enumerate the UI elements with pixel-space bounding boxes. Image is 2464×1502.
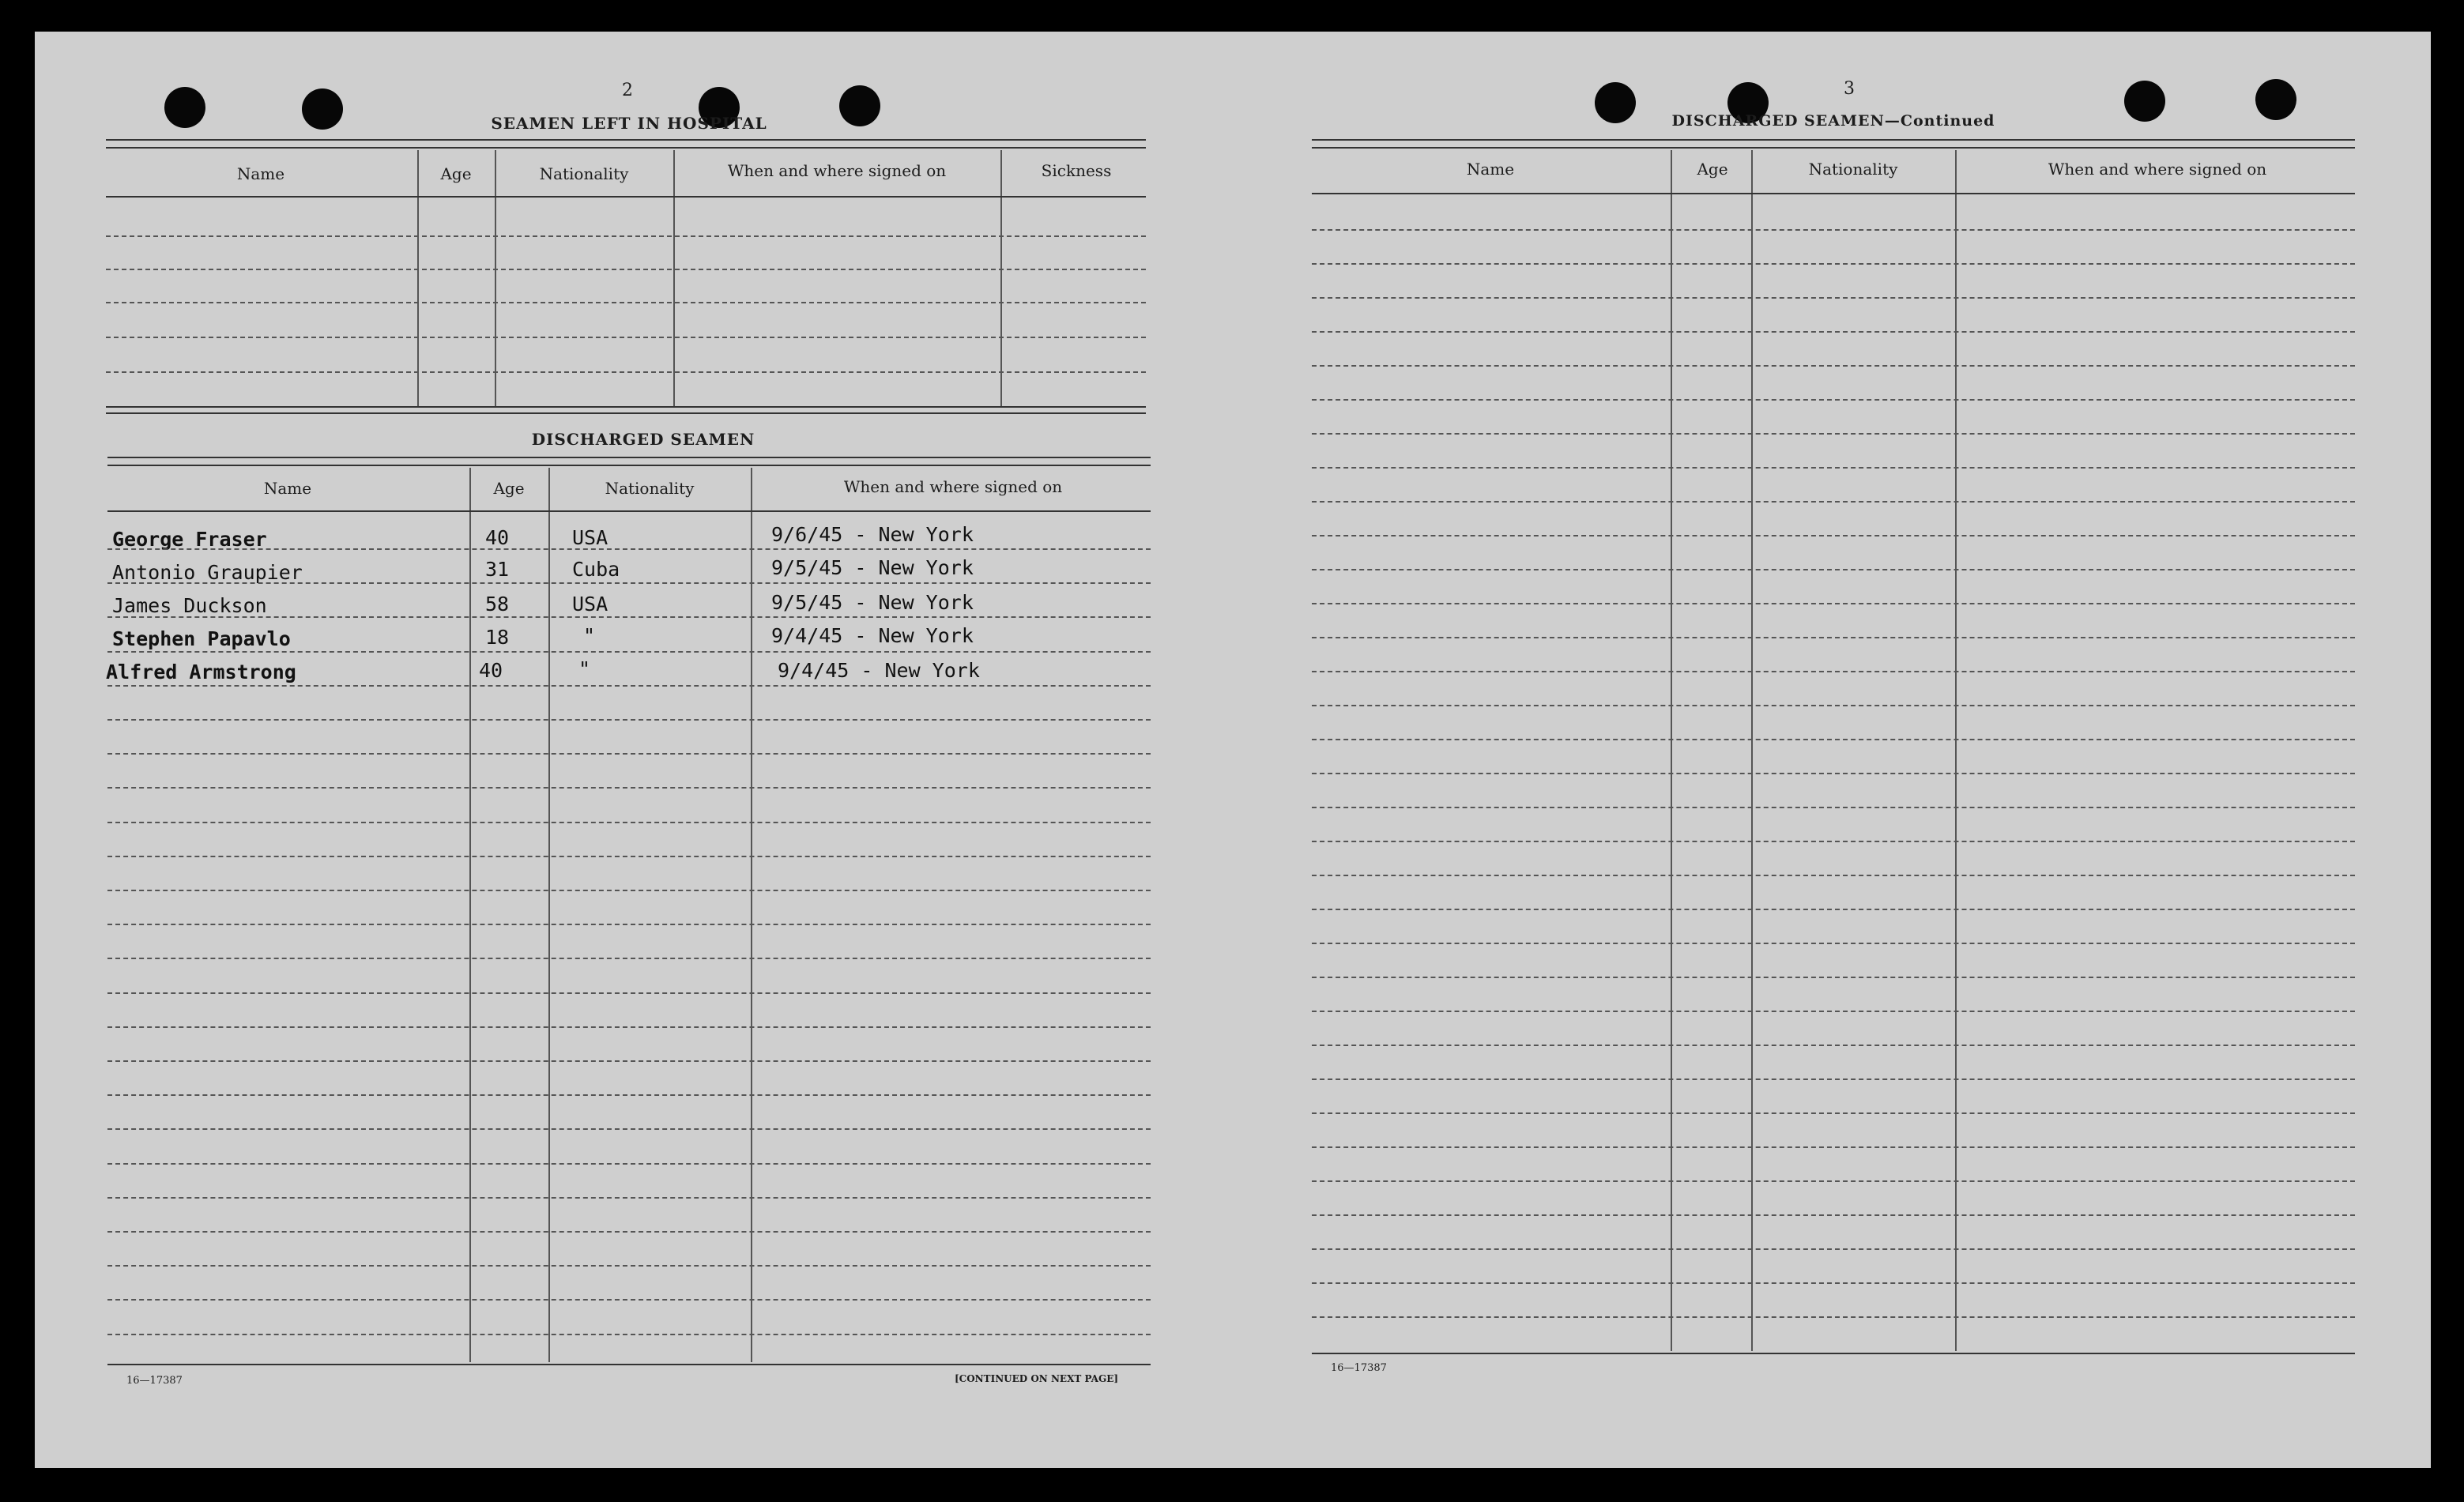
- table-bottom-rule: [106, 406, 1146, 408]
- table-row: [1312, 569, 2355, 570]
- table-row: [1312, 331, 2355, 333]
- table-row: [107, 1128, 1151, 1130]
- table-row: [107, 1299, 1151, 1301]
- column-divider: [1955, 150, 1957, 1351]
- column-divider: [417, 150, 419, 406]
- table-row: [107, 822, 1151, 823]
- seaman-name: James Duckson: [112, 594, 267, 617]
- table-row: [1312, 1282, 2355, 1284]
- table-top-rule: [107, 465, 1151, 466]
- document-paper: [35, 32, 2431, 1468]
- table-row: [1312, 943, 2355, 944]
- table-row: [107, 1026, 1151, 1028]
- column-header-nationality: Nationality: [539, 164, 629, 183]
- discharged-continued-title: DISCHARGED SEAMEN—Continued: [1671, 112, 1995, 130]
- table-row: [107, 685, 1151, 687]
- table-row: [107, 719, 1151, 721]
- punch-hole: [164, 87, 205, 128]
- table-row: [1312, 1112, 2355, 1114]
- table-row: [106, 371, 1146, 373]
- table-row: [107, 548, 1151, 550]
- column-divider: [751, 468, 752, 1362]
- table-row: [107, 651, 1151, 653]
- seaman-age: 31: [485, 558, 510, 581]
- column-divider: [1000, 150, 1002, 406]
- column-header-signed-on: When and where signed on: [727, 161, 947, 180]
- table-row: [1312, 467, 2355, 469]
- punch-hole: [1595, 82, 1636, 123]
- seaman-age: 58: [485, 593, 510, 615]
- seaman-signed-on: 9/5/45 - New York: [771, 591, 974, 614]
- table-row: [1312, 1180, 2355, 1182]
- seaman-nationality: ": [583, 624, 596, 647]
- table-row: [107, 753, 1151, 755]
- table-row: [1312, 1214, 2355, 1216]
- table-row: [1312, 1316, 2355, 1318]
- seaman-signed-on: 9/6/45 - New York: [771, 523, 974, 546]
- column-header-age: Age: [1697, 160, 1728, 179]
- table-row: [1312, 671, 2355, 672]
- table-row: [107, 924, 1151, 925]
- table-row: [1312, 807, 2355, 808]
- column-header-age: Age: [493, 479, 525, 498]
- table-row: [1312, 501, 2355, 503]
- table-row: [107, 787, 1151, 789]
- column-header-name: Name: [236, 164, 285, 183]
- column-header-signed-on: When and where signed on: [843, 477, 1063, 496]
- column-divider: [495, 150, 496, 406]
- table-top-rule: [106, 139, 1146, 141]
- page-number-left: 2: [622, 81, 633, 100]
- continued-note: [CONTINUED ON NEXT PAGE]: [955, 1373, 1119, 1384]
- discharged-section-title: DISCHARGED SEAMEN: [531, 430, 755, 449]
- table-row: [1312, 637, 2355, 638]
- table-row: [1312, 297, 2355, 299]
- table-row: [1312, 603, 2355, 604]
- table-row: [1312, 1248, 2355, 1250]
- punch-hole: [302, 88, 343, 130]
- table-row: [1312, 773, 2355, 774]
- punch-hole: [2124, 81, 2165, 122]
- table-row: [107, 1060, 1151, 1062]
- column-header-sickness: Sickness: [1041, 161, 1112, 180]
- seaman-nationality: ": [578, 657, 591, 680]
- seaman-signed-on: 9/4/45 - New York: [771, 624, 974, 647]
- table-row: [1312, 1045, 2355, 1046]
- punch-hole: [2255, 79, 2296, 120]
- table-row: [107, 1334, 1151, 1335]
- column-header-nationality: Nationality: [1808, 160, 1898, 179]
- seaman-name: Stephen Papavlo: [112, 627, 291, 650]
- table-row: [106, 337, 1146, 338]
- form-number-right: 16—17387: [1331, 1362, 1387, 1374]
- punch-hole: [839, 85, 880, 126]
- table-row: [1312, 841, 2355, 842]
- seaman-nationality: USA: [572, 526, 608, 549]
- table-top-rule: [1312, 147, 2355, 149]
- seaman-nationality: USA: [572, 593, 608, 615]
- table-row: [107, 1231, 1151, 1233]
- table-row: [1312, 433, 2355, 435]
- table-row: [107, 1265, 1151, 1267]
- column-header-nationality: Nationality: [605, 479, 695, 498]
- column-header-signed-on: When and where signed on: [2048, 160, 2267, 179]
- table-row: [1312, 535, 2355, 536]
- column-divider: [673, 150, 675, 406]
- table-top-rule: [107, 457, 1151, 458]
- seaman-age: 40: [479, 659, 503, 682]
- column-divider: [1751, 150, 1753, 1351]
- hospital-section-title: SEAMEN LEFT IN HOSPITAL: [491, 114, 767, 133]
- column-header-age: Age: [440, 164, 472, 183]
- table-row: [1312, 1079, 2355, 1080]
- seaman-name: Antonio Graupier: [112, 561, 303, 584]
- table-bottom-rule: [107, 1364, 1151, 1365]
- column-divider: [1671, 150, 1672, 1351]
- table-row: [1312, 1146, 2355, 1148]
- table-row: [1312, 909, 2355, 910]
- table-top-rule: [1312, 139, 2355, 141]
- seaman-nationality: Cuba: [572, 558, 620, 581]
- page-number-right: 3: [1844, 79, 1855, 99]
- table-bottom-rule: [1312, 1353, 2355, 1354]
- table-row: [107, 890, 1151, 891]
- form-number-left: 16—17387: [126, 1375, 183, 1387]
- table-row: [1312, 229, 2355, 231]
- seaman-age: 40: [485, 526, 510, 549]
- header-underline: [107, 510, 1151, 512]
- table-row: [1312, 705, 2355, 706]
- seaman-signed-on: 9/5/45 - New York: [771, 556, 974, 579]
- table-row: [1312, 1011, 2355, 1012]
- table-top-rule: [106, 147, 1146, 149]
- seaman-name: George Fraser: [112, 528, 267, 551]
- column-header-name: Name: [1466, 160, 1515, 179]
- column-header-name: Name: [263, 479, 312, 498]
- table-row: [1312, 977, 2355, 978]
- table-row: [107, 1094, 1151, 1096]
- seaman-signed-on: 9/4/45 - New York: [778, 659, 980, 682]
- table-row: [1312, 263, 2355, 265]
- column-divider: [469, 468, 471, 1362]
- table-row: [106, 235, 1146, 237]
- table-row: [106, 269, 1146, 270]
- table-row: [107, 582, 1151, 584]
- table-row: [107, 616, 1151, 618]
- table-row: [107, 856, 1151, 857]
- seaman-name: Alfred Armstrong: [106, 661, 296, 683]
- table-row: [107, 1163, 1151, 1165]
- table-row: [106, 302, 1146, 303]
- table-row: [1312, 365, 2355, 367]
- table-row: [107, 992, 1151, 994]
- table-row: [1312, 399, 2355, 401]
- header-underline: [106, 196, 1146, 198]
- column-divider: [548, 468, 550, 1362]
- table-row: [1312, 875, 2355, 876]
- header-underline: [1312, 193, 2355, 194]
- table-bottom-rule: [106, 412, 1146, 414]
- table-row: [107, 1197, 1151, 1199]
- seaman-age: 18: [485, 626, 510, 649]
- table-row: [107, 958, 1151, 959]
- table-row: [1312, 739, 2355, 740]
